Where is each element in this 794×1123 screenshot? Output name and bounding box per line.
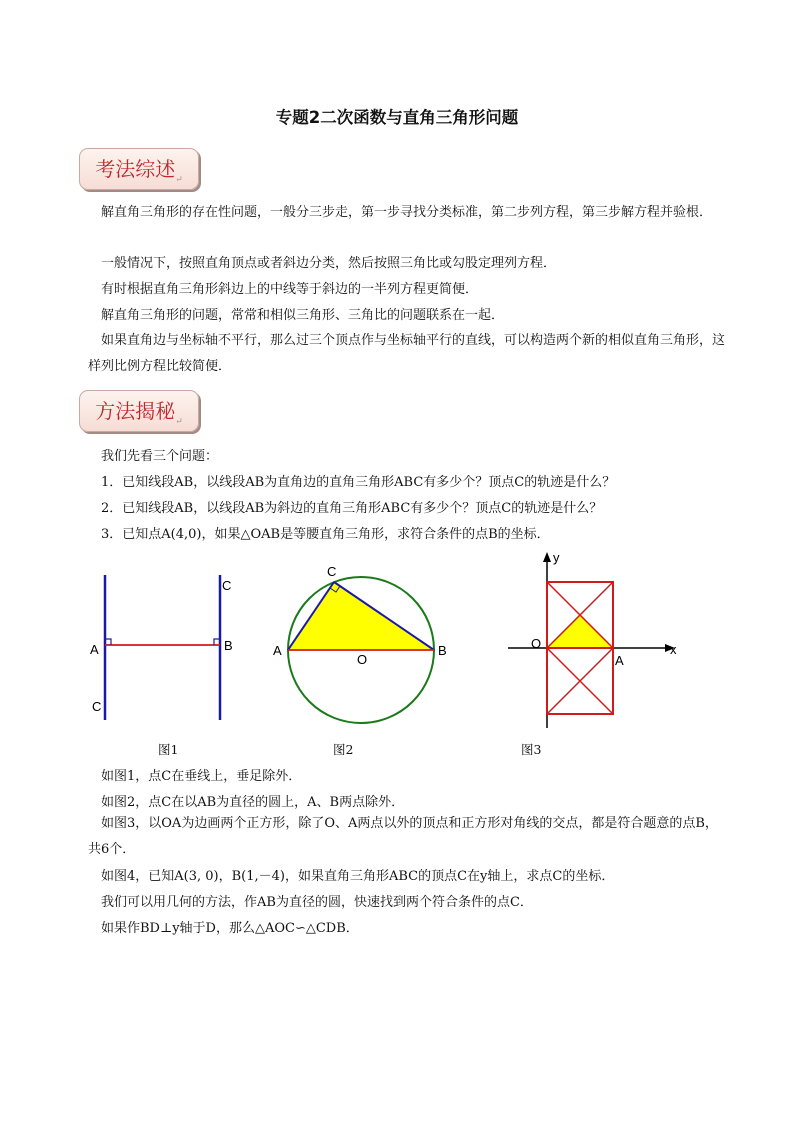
section-label: 方法揭秘	[95, 399, 176, 423]
answer-1: 如图1，点C在垂线上，垂足除外．	[101, 769, 302, 784]
figure-2-caption: 图2	[333, 742, 354, 757]
overview-paragraph-4: 解直角三角形的问题，常常和相似三角形、三角比的问题联系在一起．	[101, 308, 505, 323]
section-header-method	[79, 390, 199, 432]
figure-3	[500, 548, 690, 733]
overview-paragraph-1: 解直角三角形的存在性问题，一般分三步走，第一步寻找分类标准，第二步列方程，第三步解方程并验根．	[101, 205, 713, 220]
label-a: A	[90, 642, 99, 657]
example-6: 如果作BD⊥y轴于D，那么△AOC∽△CDB．	[101, 921, 359, 936]
answer-3: 如图3，以OA为边画两个正方形，除了O、A两点以外的顶点和正方形对角线的交点，都是符合题意的点B，共6个．	[88, 816, 718, 857]
return-mark-icon: ↵	[175, 175, 183, 185]
method-intro: 我们先看三个问题：	[101, 449, 219, 464]
example-4: 如图4，已知A(3, 0)，B(1,－4)，如果直角三角形ABC的顶点C在y轴上，求点C的坐标．	[101, 869, 615, 884]
label-x: x	[670, 642, 677, 657]
overview-paragraph-5: 如果直角边与坐标轴不平行，那么过三个顶点作与坐标轴平行的直线，可以构造两个新的相似直角三角形，这样列比例方程比较简便．	[88, 333, 726, 374]
figure-3-caption: 图3	[521, 742, 542, 757]
figure-2	[268, 560, 453, 730]
figure-1	[80, 565, 250, 730]
page-title: 专题2二次函数与直角三角形问题	[275, 108, 519, 127]
section-header-overview	[79, 148, 199, 190]
label-a: A	[273, 643, 282, 658]
label-c-bottom: C	[92, 699, 102, 714]
question-1: 1．已知线段AB，以线段AB为直角边的直角三角形ABC有多少个？顶点C的轨迹是什么？	[101, 475, 616, 490]
label-o: O	[531, 636, 542, 651]
label-b: B	[438, 643, 447, 658]
answer-2: 如图2，点C在以AB为直径的圆上，A、B两点除外．	[101, 795, 405, 810]
question-3: 3．已知点A(4,0)，如果△OAB是等腰直角三角形，求符合条件的点B的坐标．	[101, 527, 550, 542]
example-5: 我们可以用几何的方法，作AB为直径的圆，快速找到两个符合条件的点C．	[101, 895, 533, 910]
return-mark-icon: ↵	[175, 417, 183, 427]
label-c-top: C	[222, 578, 232, 593]
label-c: C	[327, 564, 337, 579]
triangle-fill	[547, 615, 613, 648]
y-axis-arrow-icon	[543, 552, 551, 562]
label-a: A	[615, 653, 624, 668]
overview-paragraph-2: 一般情况下，按照直角顶点或者斜边分类，然后按照三角比或勾股定理列方程．	[101, 256, 557, 271]
label-y: y	[553, 550, 560, 565]
figure-1-caption: 图1	[158, 742, 179, 757]
overview-paragraph-3: 有时根据直角三角形斜边上的中线等于斜边的一半列方程更简便．	[101, 282, 479, 297]
section-label: 考法综述	[95, 157, 176, 181]
label-b: B	[224, 638, 233, 653]
question-2: 2．已知线段AB，以线段AB为斜边的直角三角形ABC有多少个？顶点C的轨迹是什么？	[101, 501, 603, 516]
label-o: O	[357, 652, 368, 667]
